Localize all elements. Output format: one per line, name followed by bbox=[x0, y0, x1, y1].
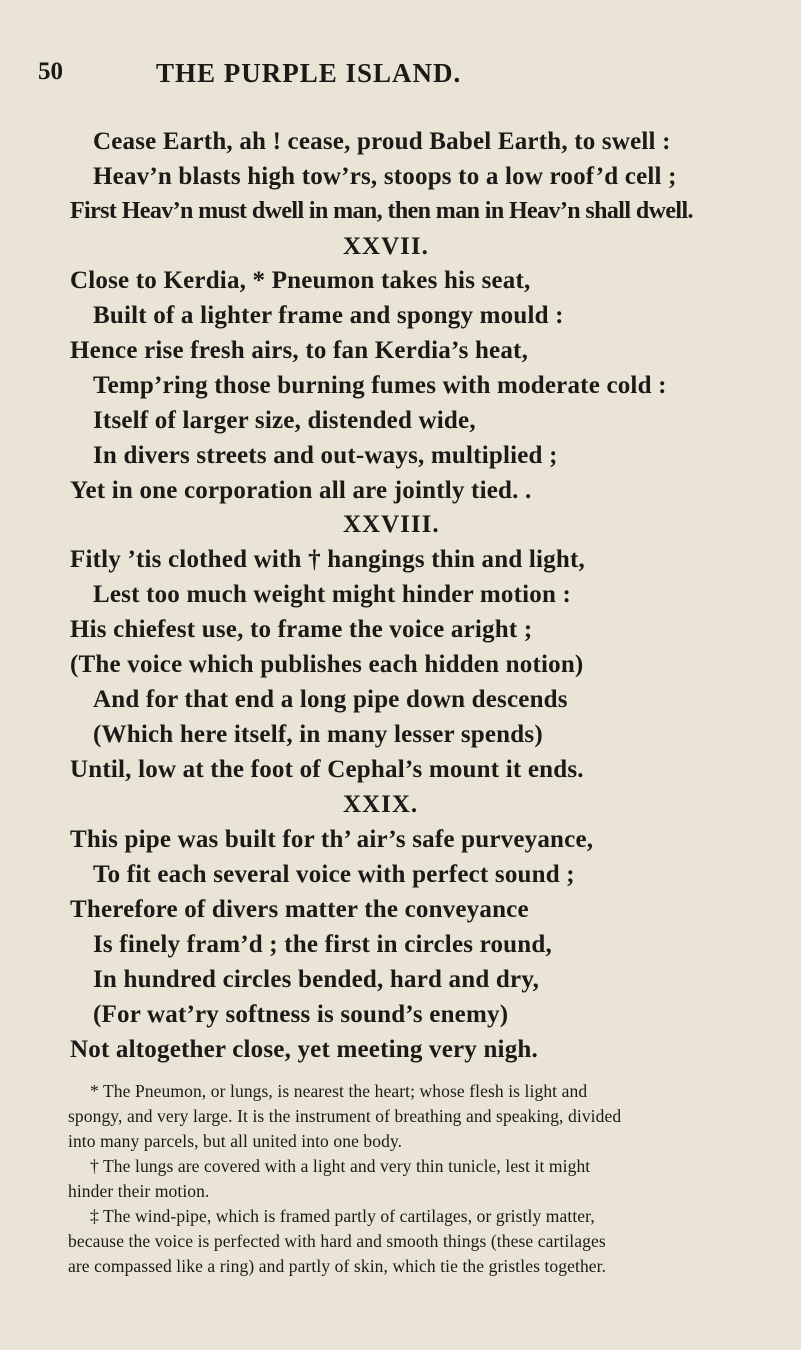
verse-line: His chiefest use, to frame the voice aright ; bbox=[70, 616, 533, 643]
stanza-number: XXVII. bbox=[343, 233, 429, 260]
verse-line: First Heav’n must dwell in man, then man in Heav’n shall dwell. bbox=[70, 198, 693, 224]
footnote-line: because the voice is perfected with hard and smooth things (these cartilages bbox=[68, 1231, 606, 1251]
stanza-number: XXVIII. bbox=[343, 511, 440, 538]
verse-line: (For wat’ry softness is sound’s enemy) bbox=[93, 1001, 509, 1028]
verse-line: Itself of larger size, distended wide, bbox=[93, 407, 476, 434]
verse-line: Heav’n blasts high tow’rs, stoops to a low roof’d cell ; bbox=[93, 163, 677, 190]
verse-line: Hence rise fresh airs, to fan Kerdia’s heat, bbox=[70, 337, 529, 364]
verse-line: Built of a lighter frame and spongy mould : bbox=[93, 302, 564, 329]
stanza-number: XXIX. bbox=[343, 791, 419, 818]
footnote-line: * The Pneumon, or lungs, is nearest the heart; whose flesh is light and bbox=[90, 1081, 588, 1101]
page-number: 50 bbox=[38, 58, 63, 85]
verse-line: And for that end a long pipe down descends bbox=[93, 686, 568, 713]
verse-line: Lest too much weight might hinder motion : bbox=[93, 581, 572, 608]
verse-line: Is finely fram’d ; the first in circles round, bbox=[93, 931, 552, 958]
footnote-line: are compassed like a ring) and partly of skin, which tie the gristles together. bbox=[68, 1256, 607, 1276]
verse-line: Cease Earth, ah ! cease, proud Babel Earth, to swell : bbox=[93, 128, 671, 155]
verse-line: (Which here itself, in many lesser spends) bbox=[93, 721, 543, 748]
footnote-line: spongy, and very large. It is the instrument of breathing and speaking, divided bbox=[68, 1106, 622, 1126]
verse-line: Until, low at the foot of Cephal’s mount it ends. bbox=[70, 756, 584, 783]
footnote-line: into many parcels, but all united into one body. bbox=[68, 1131, 403, 1151]
verse-line: Close to Kerdia, * Pneumon takes his seat, bbox=[70, 267, 531, 294]
verse-line: Therefore of divers matter the conveyance bbox=[70, 896, 529, 923]
verse-line: Fitly ’tis clothed with † hangings thin and light, bbox=[70, 546, 585, 573]
verse-line: (The voice which publishes each hidden notion) bbox=[70, 651, 584, 678]
verse-line: Not altogether close, yet meeting very nigh. bbox=[70, 1036, 538, 1063]
verse-line: In divers streets and out-ways, multiplied ; bbox=[93, 442, 558, 469]
footnote-line: hinder their motion. bbox=[68, 1181, 210, 1201]
running-title: THE PURPLE ISLAND. bbox=[156, 58, 462, 88]
verse-line: Yet in one corporation all are jointly tied. . bbox=[70, 477, 532, 504]
verse-line: This pipe was built for th’ air’s safe purveyance, bbox=[70, 826, 594, 853]
footnote-line: ‡ The wind-pipe, which is framed partly of cartilages, or gristly matter, bbox=[90, 1206, 595, 1226]
verse-line: In hundred circles bended, hard and dry, bbox=[93, 966, 540, 993]
verse-line: To fit each several voice with perfect sound ; bbox=[93, 861, 575, 888]
verse-line: Temp’ring those burning fumes with moderate cold : bbox=[93, 372, 667, 399]
footnote-line: † The lungs are covered with a light and very thin tunicle, lest it might bbox=[90, 1156, 591, 1176]
